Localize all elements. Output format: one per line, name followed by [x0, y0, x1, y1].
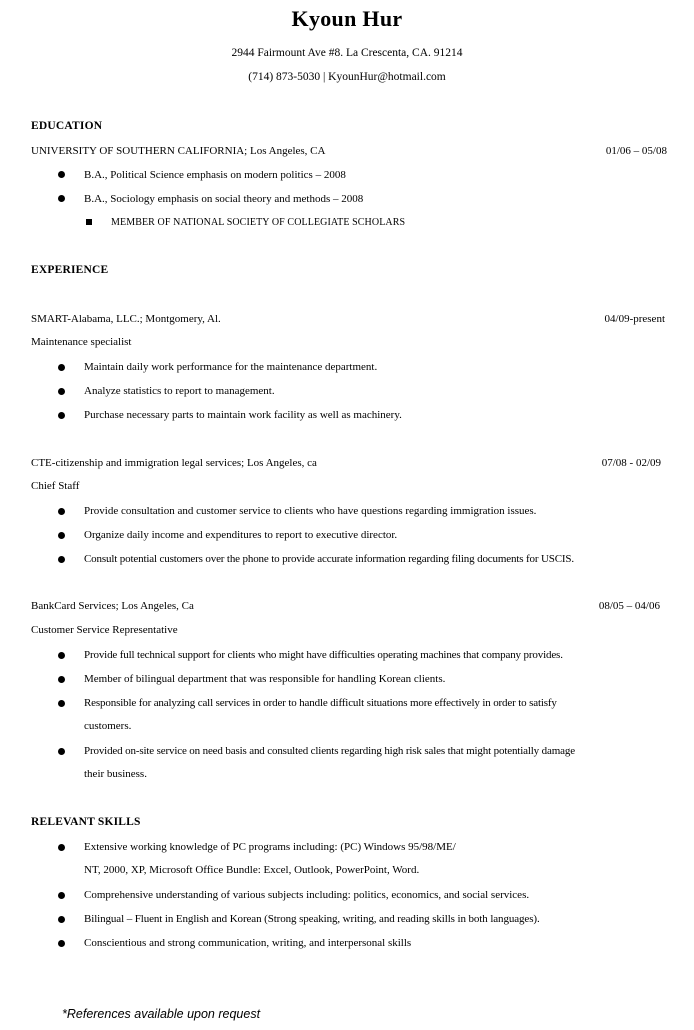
job-employer: BankCard Services; Los Angeles, Ca — [31, 600, 194, 612]
education-dates: 01/06 – 05/08 — [605, 145, 667, 157]
references-note: *References available upon request — [62, 1007, 261, 1021]
job-bullet: Provide consultation and customer service to clients who have questions regarding immigration issues. — [84, 505, 537, 517]
bullet-icon — [58, 748, 65, 755]
job-dates: 07/08 - 02/09 — [601, 457, 661, 469]
job-bullet: Consult potential customers over the phone to provide accurate information regarding filing documents for USCIS. — [84, 553, 575, 565]
bullet-icon — [58, 844, 65, 851]
bullet-icon — [58, 171, 65, 178]
candidate-name: Kyoun Hur — [291, 6, 403, 31]
job-bullet: Member of bilingual department that was responsible for handling Korean clients. — [84, 673, 446, 685]
education-school: UNIVERSITY OF SOUTHERN CALIFORNIA; Los Angeles, CA — [31, 145, 326, 157]
skill-bullet: Bilingual – Fluent in English and Korean (Strong speaking, writing, and reading skills in both languages). — [84, 913, 540, 925]
job-bullet: Analyze statistics to report to management. — [84, 385, 275, 397]
job-role: Chief Staff — [31, 480, 80, 492]
job-dates: 08/05 – 04/06 — [598, 600, 660, 612]
bullet-icon — [58, 652, 65, 659]
education-bullet: B.A., Political Science emphasis on modern politics – 2008 — [84, 169, 346, 181]
bullet-icon — [58, 364, 65, 371]
skill-bullet: Extensive working knowledge of PC programs including: (PC) Windows 95/98/ME/ — [84, 841, 456, 853]
bullet-icon — [58, 508, 65, 515]
job-bullet-continuation: their business. — [84, 768, 147, 780]
address-line: 2944 Fairmount Ave #8. La Crescenta, CA. 91214 — [231, 47, 463, 59]
job-role: Customer Service Representative — [31, 624, 178, 636]
skill-bullet: Comprehensive understanding of various subjects including: politics, economics, and social services. — [84, 889, 530, 901]
bullet-icon — [58, 892, 65, 899]
job-role: Maintenance specialist — [31, 336, 132, 348]
job-bullet-continuation: customers. — [84, 720, 132, 732]
square-bullet-icon — [86, 219, 92, 225]
job-bullet: Responsible for analyzing call services in order to handle difficult situations more effectively in order to satisfy — [84, 697, 557, 709]
education-heading: EDUCATION — [31, 120, 103, 132]
job-bullet: Organize daily income and expenditures to report to executive director. — [84, 529, 398, 541]
skill-bullet: Conscientious and strong communication, writing, and interpersonal skills — [84, 937, 412, 949]
experience-heading: EXPERIENCE — [31, 264, 109, 276]
bullet-icon — [58, 556, 65, 563]
bullet-icon — [58, 412, 65, 419]
job-bullet: Maintain daily work performance for the maintenance department. — [84, 361, 378, 373]
job-employer: SMART-Alabama, LLC.; Montgomery, Al. — [31, 313, 221, 325]
bullet-icon — [58, 940, 65, 947]
job-dates: 04/09-present — [604, 313, 665, 325]
skills-heading: RELEVANT SKILLS — [31, 816, 141, 828]
education-bullet: B.A., Sociology emphasis on social theory and methods – 2008 — [84, 193, 364, 205]
job-bullet: Provide full technical support for clients who might have difficulties operating machines that company provides. — [84, 649, 563, 661]
skill-bullet-continuation: NT, 2000, XP, Microsoft Office Bundle: Excel, Outlook, PowerPoint, Word. — [84, 864, 420, 876]
contact-line: (714) 873-5030 | KyounHur@hotmail.com — [248, 71, 446, 83]
bullet-icon — [58, 700, 65, 707]
bullet-icon — [58, 532, 65, 539]
job-bullet: Provided on-site service on need basis and consulted clients regarding high risk sales that might potentially damage — [84, 745, 575, 757]
bullet-icon — [58, 916, 65, 923]
bullet-icon — [58, 388, 65, 395]
education-honor: MEMBER OF NATIONAL SOCIETY OF COLLEGIATE SCHOLARS — [111, 217, 406, 228]
job-bullet: Purchase necessary parts to maintain work facility as well as machinery. — [84, 409, 402, 421]
bullet-icon — [58, 195, 65, 202]
job-employer: CTE-citizenship and immigration legal services; Los Angeles, ca — [31, 457, 317, 469]
bullet-icon — [58, 676, 65, 683]
